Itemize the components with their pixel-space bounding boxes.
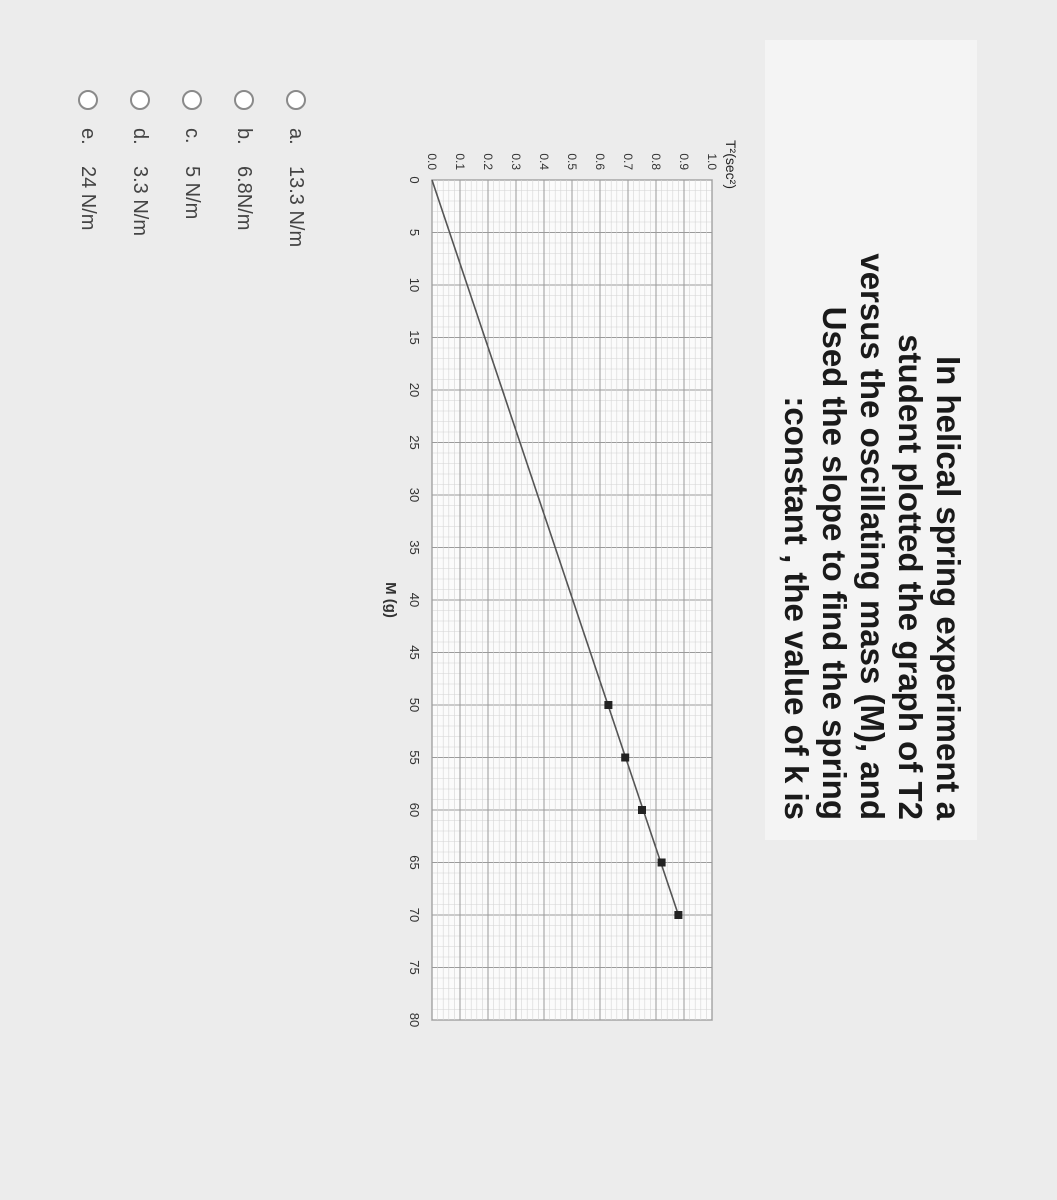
y-tick-label: 0.4 <box>537 153 551 170</box>
x-tick-label: 0 <box>407 176 422 184</box>
y-axis-label: T²(sec²) <box>723 140 739 189</box>
option-c[interactable] <box>166 90 218 690</box>
x-tick-label: 80 <box>407 1012 422 1028</box>
question-line: student plotted the graph of T2 <box>892 334 929 820</box>
x-tick-label: 45 <box>407 645 422 660</box>
x-tick-label: 35 <box>407 540 422 555</box>
t-squared-vs-mass-chart <box>377 85 757 1085</box>
option-text: 6.8N/m <box>233 166 256 231</box>
y-tick-label: 0.2 <box>481 153 495 170</box>
x-tick-label: 50 <box>407 697 422 713</box>
data-point <box>621 754 629 762</box>
y-tick-label: 1.0 <box>705 153 719 170</box>
option-letter: e. <box>77 128 100 145</box>
x-tick-label: 30 <box>407 487 422 503</box>
y-tick-label: 0.9 <box>677 153 691 170</box>
y-tick-label: 0.1 <box>453 153 467 170</box>
x-tick-label: 10 <box>407 277 422 293</box>
y-tick-label: 0.0 <box>425 153 439 170</box>
option-d[interactable] <box>114 90 166 690</box>
y-tick-label: 0.6 <box>593 153 607 170</box>
x-tick-label: 75 <box>407 960 422 975</box>
option-letter: b. <box>233 128 256 145</box>
x-tick-label: 5 <box>407 228 422 237</box>
option-letter: d. <box>129 128 152 145</box>
x-tick-label: 40 <box>407 592 422 608</box>
radio-button[interactable] <box>78 90 98 110</box>
y-tick-label: 0.7 <box>621 153 635 170</box>
option-a[interactable] <box>270 90 322 690</box>
data-point <box>638 806 646 814</box>
x-tick-label: 20 <box>407 382 422 398</box>
question-line: Used the slope to find the spring <box>816 306 853 820</box>
option-e[interactable] <box>62 90 114 690</box>
radio-button[interactable] <box>286 90 306 110</box>
y-tick-label: 0.8 <box>649 153 663 170</box>
y-tick-label: 0.5 <box>565 153 579 170</box>
x-tick-label: 15 <box>407 330 422 345</box>
option-text: 5 N/m <box>181 166 204 220</box>
data-point <box>604 701 612 709</box>
option-text: 24 N/m <box>77 166 100 231</box>
x-tick-label: 25 <box>407 435 422 450</box>
y-tick-label: 0.3 <box>509 153 523 170</box>
option-letter: a. <box>285 128 308 145</box>
x-tick-label: 55 <box>407 750 422 765</box>
x-tick-label: 60 <box>407 802 422 818</box>
data-point <box>658 859 666 867</box>
option-text: 3.3 N/m <box>129 166 152 237</box>
radio-button[interactable] <box>234 90 254 110</box>
option-text: 13.3 N/m <box>285 166 308 248</box>
question-line: :constant , the value of k is <box>778 396 815 820</box>
question-text <box>765 40 977 840</box>
option-b[interactable] <box>218 90 270 690</box>
data-point <box>674 911 682 919</box>
answer-options <box>62 90 322 690</box>
x-axis-label: M (g) <box>382 582 399 618</box>
radio-button[interactable] <box>130 90 150 110</box>
question-line: In helical spring experiment a <box>930 356 967 820</box>
graph-figure <box>377 85 757 1085</box>
question-line: versus the oscillating mass (M), and <box>854 253 891 820</box>
radio-button[interactable] <box>182 90 202 110</box>
option-letter: c. <box>181 128 204 144</box>
x-tick-label: 65 <box>407 855 422 870</box>
x-tick-label: 70 <box>407 907 422 923</box>
